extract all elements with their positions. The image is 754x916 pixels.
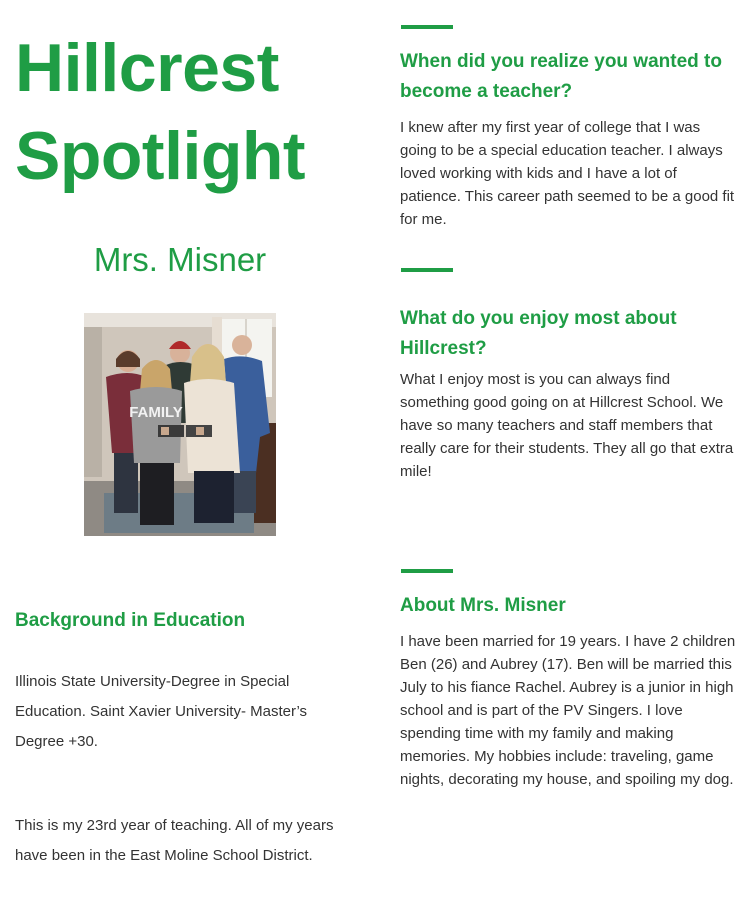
q1-text: I knew after my first year of college that I was going to be a special education teacher. I always loved working with kids and I have a lot of patience. This career path seemed to be a good fit for me. — [400, 119, 735, 228]
background-text: Illinois State University-Degree in Special Education. Saint Xavier University- Master’s Degree +30. — [15, 673, 308, 750]
q3-heading: About Mrs. Misner — [400, 595, 566, 616]
background-heading: Background in Education — [15, 610, 246, 631]
page-title — [15, 24, 375, 200]
title-line-1: Hillcrest — [15, 30, 279, 106]
divider-2 — [401, 268, 453, 272]
q1-heading: When did you realize you wanted to become a teacher? — [400, 51, 722, 102]
teacher-name: Mrs. Misner — [93, 241, 267, 278]
q3-text: I have been married for 19 years. I have 2 children Ben (26) and Aubrey (17). Ben will be married this July to his fiance Rachel. Aubrey is a junior in high school and is part of the PV Singers. I love spending time with my family and making memories. My hobbies include: traveling, game nights, decorating my house, and spoiling my dog. — [400, 633, 736, 788]
title-line-2: Spotlight — [15, 118, 306, 194]
person-5-legs — [234, 471, 256, 513]
photo-shirt-text: FAMILY — [129, 404, 183, 421]
q2-heading: What do you enjoy most about Hillcrest? — [400, 308, 677, 359]
family-photo — [84, 313, 276, 536]
person-2-legs — [140, 463, 174, 525]
years-text: This is my 23rd year of teaching. All of my years have been in the East Moline School District. — [15, 817, 334, 864]
person-5-head — [232, 335, 252, 355]
divider-3 — [401, 569, 453, 573]
divider-1 — [401, 25, 453, 29]
person-4-legs — [194, 471, 234, 523]
q2-text: What I enjoy most is you can always find something good going on at Hillcrest School. We have so many teachers and staff members that really care for their students. They all go that extra mile! — [400, 371, 734, 480]
photo-door — [84, 327, 102, 477]
